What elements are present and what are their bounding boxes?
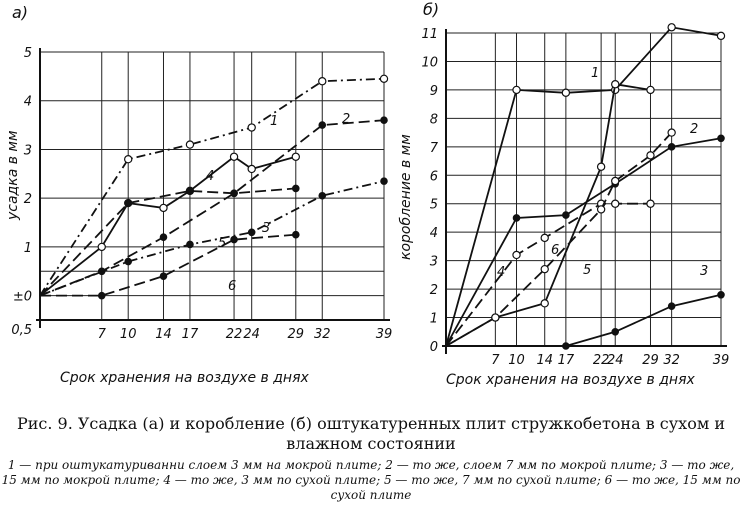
x-tick-label: 29 <box>287 327 305 342</box>
data-point-1 <box>513 86 520 93</box>
chart-panel-2 <box>398 0 729 388</box>
data-point-5 <box>541 234 548 241</box>
y-tick-label: 0 <box>429 340 438 355</box>
y-tick-label: 0,5 <box>11 323 32 338</box>
data-point-4 <box>541 300 548 307</box>
series-label-5: 5 <box>583 263 592 278</box>
panel-label: а) <box>12 3 29 22</box>
series-label-4: 4 <box>497 265 506 280</box>
data-point-2 <box>319 122 325 128</box>
data-point-4 <box>647 86 654 93</box>
data-point-5 <box>647 200 654 207</box>
series-label-3: 3 <box>262 221 271 236</box>
x-tick-label: 7 <box>97 327 106 342</box>
x-tick-label: 17 <box>181 327 199 342</box>
data-point-5 <box>612 200 619 207</box>
x-tick-label: 39 <box>375 327 393 342</box>
y-tick-label: 10 <box>421 55 438 71</box>
panel-label: б) <box>423 0 440 19</box>
series-line-2 <box>40 120 384 295</box>
x-tick-label: 29 <box>642 353 659 368</box>
series-label-6: 6 <box>551 243 560 258</box>
x-axis-label: Срок хранения на воздухе в днях <box>60 370 309 386</box>
data-point-4 <box>248 165 255 172</box>
y-axis-label: коробление в мм <box>398 134 414 260</box>
y-axis-label: усадка в мм <box>5 130 21 220</box>
x-tick-label: 39 <box>712 353 730 368</box>
x-tick-label: 24 <box>606 353 624 368</box>
data-point-4 <box>612 81 619 88</box>
series-line-1 <box>446 27 721 346</box>
data-point-2 <box>381 117 387 123</box>
data-point-2 <box>718 135 724 141</box>
data-point-4 <box>98 243 105 250</box>
data-point-1 <box>248 124 255 131</box>
data-point-6 <box>541 266 548 273</box>
data-point-1 <box>125 156 132 163</box>
data-point-5 <box>125 200 131 206</box>
data-point-3 <box>187 241 193 247</box>
y-tick-label: 3 <box>23 143 32 159</box>
x-tick-label: 14 <box>536 353 553 368</box>
data-point-5 <box>513 251 520 258</box>
series-label-1: 1 <box>591 66 600 81</box>
data-point-3 <box>563 343 569 349</box>
series-label-4: 4 <box>206 169 215 184</box>
data-point-1 <box>562 89 569 96</box>
x-tick-label: 10 <box>119 327 137 342</box>
y-tick-label: 11 <box>421 27 438 42</box>
y-tick-label: 2 <box>23 192 32 208</box>
data-point-4 <box>160 204 167 211</box>
x-tick-label: 7 <box>491 353 500 368</box>
figure-legend-text: 1 — при оштукатуриванни слоем 3 мм на мокрой плите; 2 — то же, слоем 7 мм по мокрой плите; 3 — то же, 15 мм по мокрой плите; 4 — то же, 3 мм по сухой плите; 5 — то же, 7 мм по сухой плите; 6 — то же, 15 мм по сухой плите <box>1 458 741 502</box>
data-point-3 <box>381 178 387 184</box>
x-tick-label: 24 <box>243 327 260 342</box>
data-point-1 <box>380 75 387 82</box>
data-point-3 <box>125 258 131 264</box>
series-line-3 <box>446 295 721 346</box>
data-point-2 <box>513 215 519 221</box>
data-point-1 <box>668 24 675 31</box>
x-tick-label: 22 <box>225 327 243 342</box>
series-line-6 <box>446 133 672 346</box>
data-point-3 <box>668 303 674 309</box>
series-label-2: 2 <box>690 122 699 137</box>
series-line-1 <box>40 79 384 296</box>
y-tick-label: 1 <box>429 311 438 327</box>
data-point-4 <box>598 163 605 170</box>
series-line-2 <box>446 138 721 346</box>
data-point-3 <box>319 193 325 199</box>
data-point-6 <box>598 206 605 213</box>
data-point-6 <box>612 177 619 184</box>
data-point-2 <box>668 144 674 150</box>
data-point-4 <box>230 153 237 160</box>
data-point-6 <box>160 273 166 279</box>
series-label-3: 3 <box>700 264 709 279</box>
series-label-1: 1 <box>270 114 279 129</box>
x-tick-label: 22 <box>592 353 610 368</box>
data-point-5 <box>231 190 237 196</box>
figure-caption: Рис. 9. Усадка (а) и коробление (б) оштукатуренных плит стружкобетона в сухом и влажном состоянии <box>16 414 726 453</box>
x-tick-label: 32 <box>663 353 680 368</box>
data-point-6 <box>293 232 299 238</box>
y-tick-label: 1 <box>23 240 32 256</box>
series-label-2: 2 <box>342 112 351 127</box>
x-tick-label: 17 <box>557 353 575 368</box>
y-tick-label: 6 <box>429 169 438 185</box>
series-label-5: 5 <box>218 236 227 251</box>
y-tick-label: 2 <box>429 283 438 299</box>
y-tick-label: 8 <box>429 112 438 128</box>
data-point-6 <box>668 129 675 136</box>
data-point-3 <box>612 329 618 335</box>
data-point-6 <box>231 236 237 242</box>
data-point-5 <box>293 185 299 191</box>
y-tick-label: 7 <box>429 140 438 156</box>
data-point-2 <box>160 234 166 240</box>
data-point-1 <box>717 32 724 39</box>
y-tick-label: 5 <box>429 197 438 213</box>
data-point-2 <box>563 212 569 218</box>
chart-panel-1 <box>5 3 392 386</box>
data-point-6 <box>492 314 499 321</box>
data-point-5 <box>187 188 193 194</box>
y-tick-label: 4 <box>23 94 32 110</box>
x-tick-label: 10 <box>508 353 525 368</box>
series-line-5 <box>446 204 651 346</box>
data-point-6 <box>647 152 654 159</box>
data-point-3 <box>718 292 724 298</box>
data-point-3 <box>248 229 254 235</box>
y-tick-label: 3 <box>429 254 438 270</box>
data-point-1 <box>319 78 326 85</box>
x-tick-label: 14 <box>155 327 172 342</box>
x-axis-label: Срок хранения на воздухе в днях <box>446 372 695 388</box>
data-point-4 <box>292 153 299 160</box>
y-tick-label: ±0 <box>12 289 32 305</box>
x-tick-label: 32 <box>313 327 331 342</box>
data-point-1 <box>186 141 193 148</box>
y-tick-label: 9 <box>429 83 438 99</box>
data-point-6 <box>99 292 105 298</box>
series-label-6: 6 <box>228 279 237 294</box>
y-tick-label: 4 <box>429 226 438 242</box>
y-tick-label: 5 <box>23 46 32 61</box>
